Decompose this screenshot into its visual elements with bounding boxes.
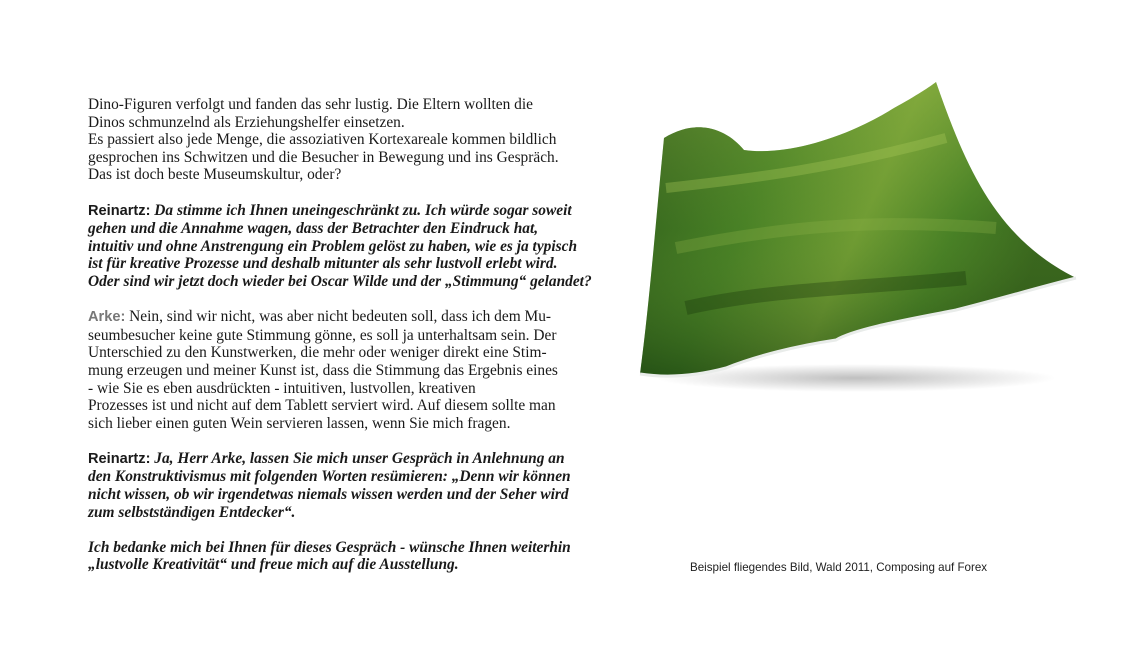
speaker-label-arke: Arke: — [88, 309, 126, 326]
text-line: mung erzeugen und meiner Kunst ist, dass die Stimmung das Ergebnis eines — [88, 361, 558, 379]
reinartz-summary-paragraph — [88, 450, 588, 521]
closing-paragraph — [88, 539, 588, 574]
text-line: - wie Sie es eben ausdrückten - intuitiven, lustvollen, kreativen — [88, 379, 476, 397]
text-line: intuitiv und ohne Anstrengung ein Problem gelöst zu haben, wie es ja typisch — [88, 237, 578, 255]
text-line: Unterschied zu den Kunstwerken, die mehr oder weniger direkt eine Stim- — [88, 344, 547, 362]
text-fragment: Nein, sind wir nicht, was aber nicht bedeuten soll, dass ich dem Mu- — [125, 308, 552, 326]
text-line: sich lieber einen guten Wein servieren lassen, wenn Sie mich fragen. — [88, 414, 511, 432]
text-line: Es passiert also jede Menge, die assoziativen Kortexareale kommen bildlich — [88, 131, 557, 149]
text-line — [88, 308, 588, 327]
curved-forest-panel-image — [636, 78, 1084, 398]
text-line — [88, 202, 588, 221]
text-line: „lustvolle Kreativität“ und freue mich auf die Ausstellung. — [88, 556, 459, 574]
text-line: Oder sind wir jetzt doch wieder bei Oscar Wilde und der „Stimmung“ gelandet? — [88, 272, 592, 290]
text-line: Prozesses ist und nicht auf dem Tablett serviert wird. Auf diesem sollte man — [88, 397, 556, 415]
text-line: ist für kreative Prozesse und deshalb mitunter als sehr lustvoll erlebt wird. — [88, 255, 558, 273]
text-line: den Konstruktivismus mit folgenden Worten resümieren: „Denn wir können — [88, 468, 571, 486]
text-line: seumbesucher keine gute Stimmung gönne, es soll ja unterhaltsam sein. Der — [88, 326, 557, 344]
speaker-label-reinartz: Reinartz: — [88, 202, 151, 219]
text-line: gehen und die Annahme wagen, dass der Betrachter den Eindruck hat, — [88, 220, 539, 238]
text-line: Dinos schmunzelnd als Erziehungshelfer einsetzen. — [88, 113, 405, 131]
text-fragment: Ja, Herr Arke, lassen Sie mich unser Gespräch in Anlehnung an — [150, 449, 565, 467]
text-line: zum selbstständigen Entdecker“. — [88, 503, 296, 521]
arke-answer-paragraph — [88, 308, 588, 432]
text-line: Dino-Figuren verfolgt und fanden das sehr lustig. Die Eltern wollten die — [88, 96, 533, 113]
text-line: Das ist doch beste Museumskultur, oder? — [88, 166, 342, 184]
text-fragment: Da stimme ich Ihnen uneingeschränkt zu. Ich würde sogar soweit — [150, 201, 572, 219]
interview-text — [88, 96, 592, 592]
speaker-label-reinartz: Reinartz: — [88, 450, 151, 467]
intro-paragraph — [88, 96, 588, 184]
image-caption: Beispiel fliegendes Bild, Wald 2011, Composing auf Forex — [690, 561, 988, 574]
text-line: nicht wissen, ob wir irgendetwas niemals wissen werden und der Seher wird — [88, 486, 569, 504]
reinartz-question-paragraph — [88, 201, 592, 291]
text-line: Ich bedanke mich bei Ihnen für dieses Gespräch - wünsche Ihnen weiterhin — [88, 538, 571, 556]
text-line — [88, 450, 588, 469]
text-line: gesprochen ins Schwitzen und die Besucher in Bewegung und ins Gespräch. — [88, 148, 559, 166]
